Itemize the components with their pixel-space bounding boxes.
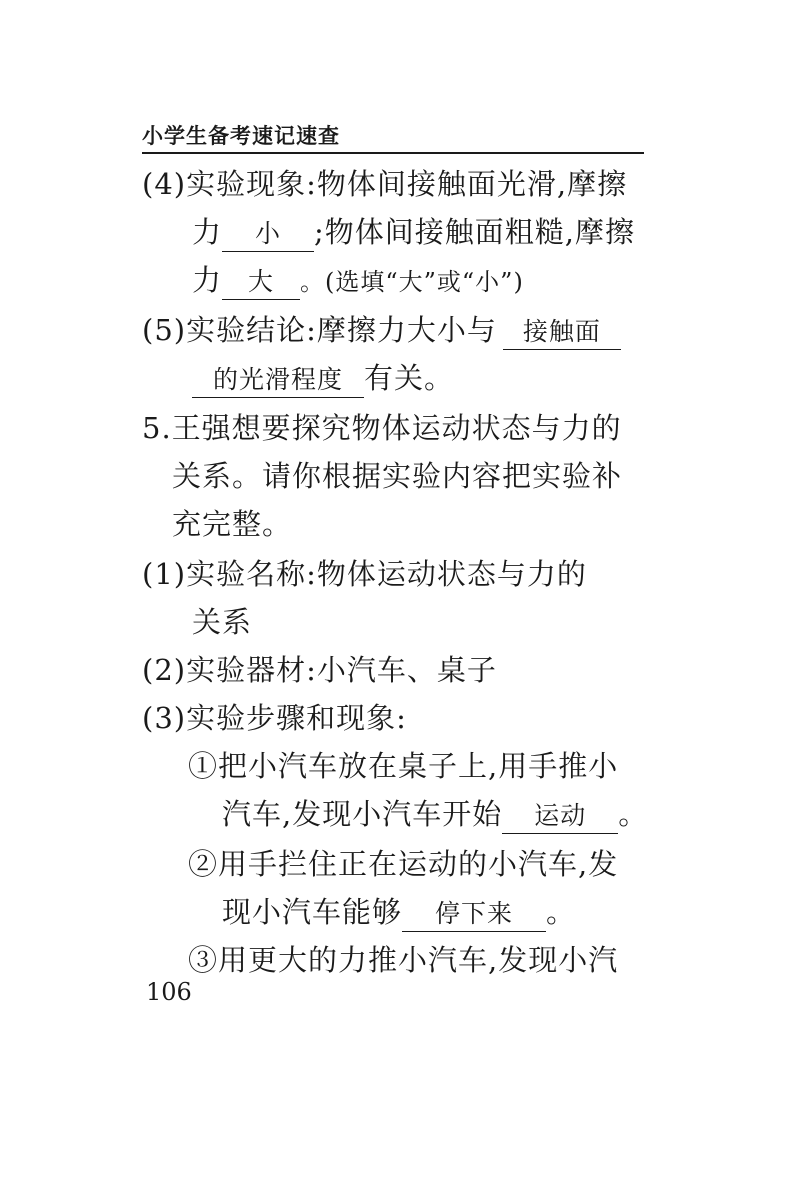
step-text: ②用手拦住正在运动的小汽车,发 — [188, 847, 619, 881]
step-text: ①把小汽车放在桌子上,用手推小 — [188, 749, 619, 783]
text-line: (4)实验现象:物体间接触面光滑,摩擦 — [142, 167, 628, 201]
text-line: (2)实验器材:小汽车、桌子 — [142, 653, 497, 687]
running-header: 小学生备考速记速查 — [142, 124, 340, 148]
text-line: (5)实验结论:摩擦力大小与 接触面 — [142, 312, 621, 350]
answer-blank: 运动 — [502, 801, 618, 834]
header-rule — [142, 152, 644, 154]
question-text: 充完整。 — [172, 507, 293, 541]
text-line: (3)实验步骤和现象: — [142, 701, 407, 735]
answer-blank: 的光滑程度 — [192, 365, 364, 398]
step-text: 现小汽车能够 停下来 。 — [222, 894, 576, 932]
step-text: 汽车,发现小汽车开始 运动 。 — [222, 796, 648, 834]
question-text: 5.王强想要探究物体运动状态与力的 — [142, 411, 622, 445]
answer-blank: 小 — [222, 219, 314, 252]
question-text: 关系。请你根据实验内容把实验补 — [172, 459, 623, 493]
answer-blank: 停下来 — [402, 899, 546, 932]
answer-blank: 接触面 — [503, 317, 621, 350]
answer-blank: 大 — [222, 267, 300, 300]
text-line: 关系 — [192, 605, 253, 639]
text-line: 力 小 ;物体间接触面粗糙,摩擦 — [192, 214, 635, 252]
text-line: (1)实验名称:物体运动状态与力的 — [142, 557, 587, 591]
text-line: 力 大 。(选填“大”或“小”) — [192, 262, 524, 300]
step-text: ③用更大的力推小汽车,发现小汽 — [188, 943, 619, 977]
page-number: 106 — [146, 978, 192, 1006]
text-line: 的光滑程度 有关。 — [192, 360, 454, 398]
